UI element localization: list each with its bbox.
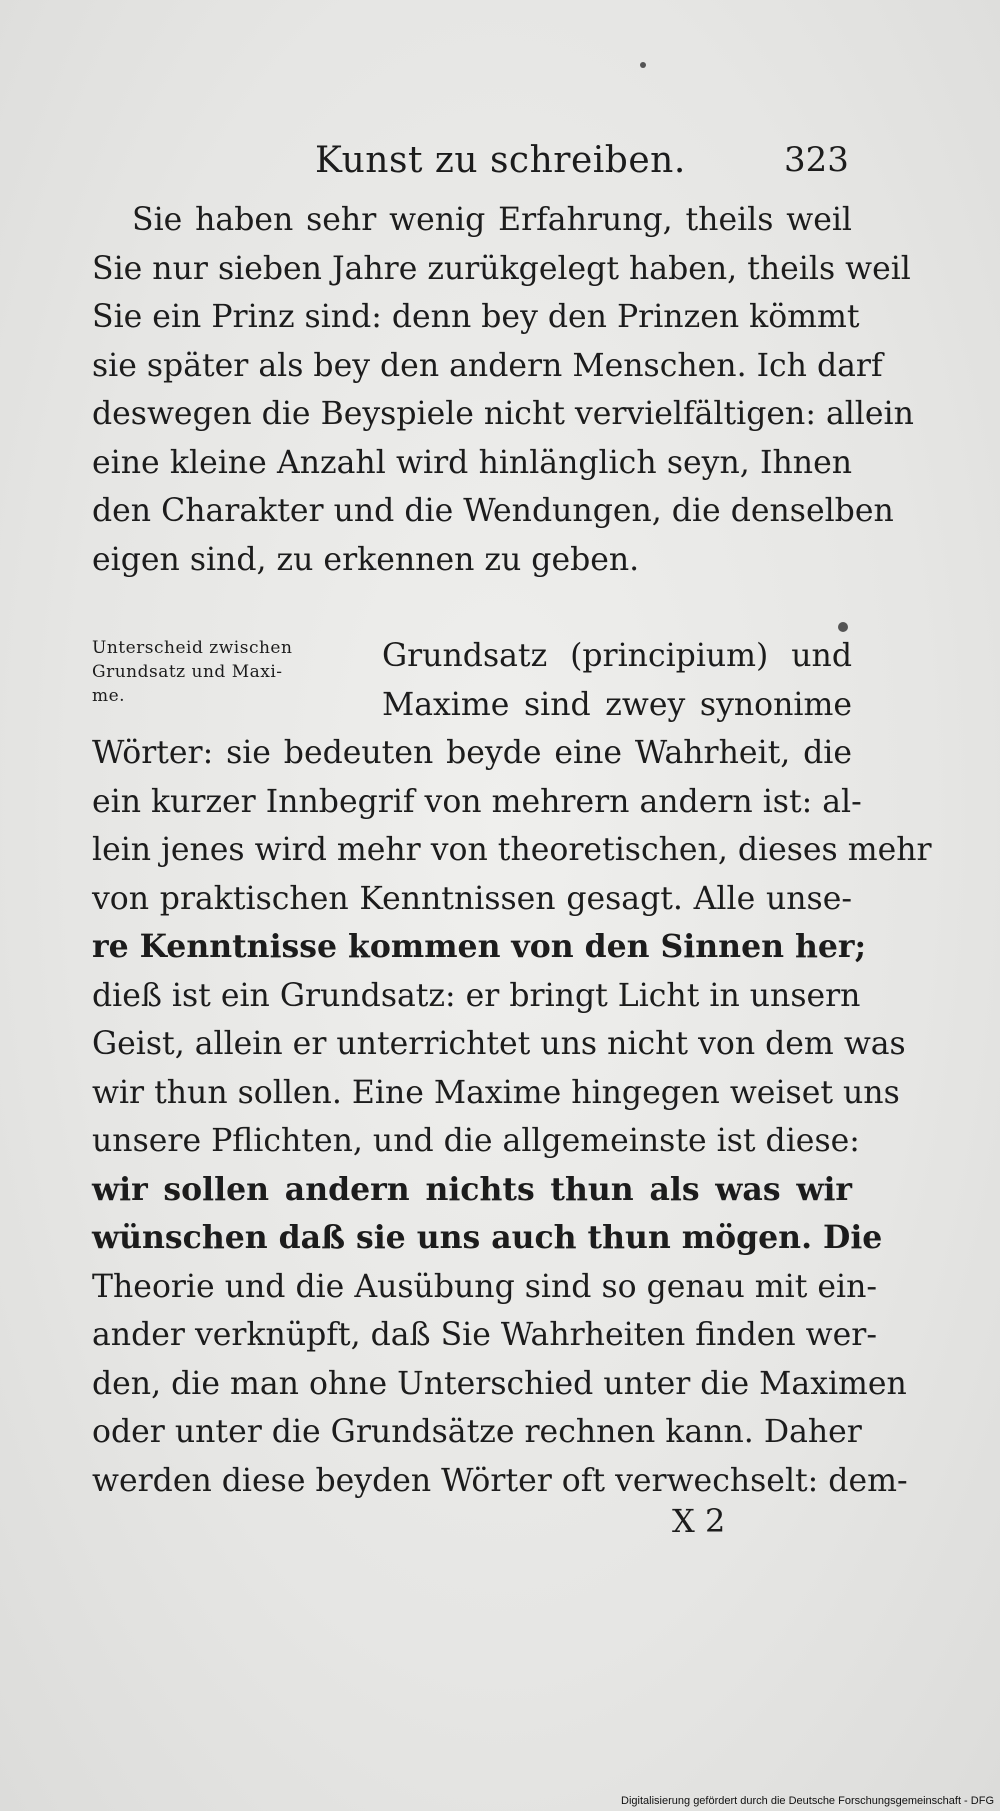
- ink-speck: [838, 622, 848, 632]
- text-line: den, die man ohne Unterschied unter die Maximen: [92, 1365, 907, 1402]
- text-line: von praktischen Kenntnissen gesagt. Alle unse-: [92, 880, 852, 917]
- text-line: ander verknüpft, daß Sie Wahrheiten finden wer-: [92, 1317, 877, 1353]
- text-line: Geist, allein er unterrichtet uns nicht von dem was: [92, 1026, 906, 1062]
- ink-speck: [640, 62, 646, 68]
- text-line: ein kurzer Innbegrif von mehrern andern ist: al-: [92, 783, 862, 820]
- text-line: dieß ist ein Grundsatz: er bringt Licht in unsern: [92, 977, 861, 1014]
- text-line: Grundsatz (principium) und: [382, 638, 852, 674]
- page-number: 323: [784, 140, 849, 180]
- text-line: unsere Pflichten, und die allgemeinste ist diese:: [92, 1123, 860, 1159]
- page-header: [0, 132, 1000, 188]
- text-line: Sie haben sehr wenig Erfahrung, theils weil: [132, 202, 852, 238]
- marginal-note-line: Unterscheid zwischen: [92, 638, 293, 658]
- text-line: Wörter: sie bedeuten beyde eine Wahrheit, die: [92, 735, 852, 771]
- text-line: wir thun sollen. Eine Maxime hingegen weiset uns: [92, 1074, 900, 1111]
- text-line: lein jenes wird mehr von theoretischen, dieses mehr: [92, 832, 932, 868]
- running-title: Kunst zu schreiben.: [315, 140, 686, 181]
- text-line: Maxime sind zwey synonime: [382, 686, 852, 723]
- text-line: wir sollen andern nichts thun als was wir: [92, 1170, 852, 1208]
- text-line: deswegen die Beyspiele nicht vervielfältigen: allein: [92, 396, 914, 432]
- text-line: den Charakter und die Wendungen, die denselben: [92, 493, 894, 529]
- paragraph-2: [92, 632, 932, 1505]
- marginal-note-line: me.: [92, 686, 126, 706]
- text-line: werden diese beyden Wörter oft verwechselt: dem-: [92, 1462, 908, 1499]
- text-line: Theorie und die Ausübung sind so genau mit ein-: [92, 1268, 878, 1305]
- text-line: Sie nur sieben Jahre zurükgelegt haben, theils weil: [92, 250, 911, 287]
- text-line: sie später als bey den andern Menschen. Ich darf: [92, 347, 883, 384]
- text-line: Sie ein Prinz sind: denn bey den Prinzen kömmt: [92, 299, 860, 335]
- paragraph-1: [92, 196, 914, 584]
- text-line: wünschen daß sie uns auch thun mögen. Die: [92, 1219, 883, 1256]
- digitization-credit: Digitalisierung gefördert durch die Deutsche Forschungsgemeinschaft - DFG: [621, 1795, 994, 1807]
- text-line: re Kenntnisse kommen von den Sinnen her;: [92, 928, 867, 965]
- marginal-note-line: Grundsatz und Maxi-: [92, 662, 283, 682]
- text-line: oder unter die Grundsätze rechnen kann. Daher: [92, 1414, 862, 1450]
- signature-mark: X 2: [672, 1502, 726, 1540]
- text-line: eine kleine Anzahl wird hinlänglich seyn, Ihnen: [92, 444, 852, 481]
- text-line: eigen sind, zu erkennen zu geben.: [92, 541, 640, 578]
